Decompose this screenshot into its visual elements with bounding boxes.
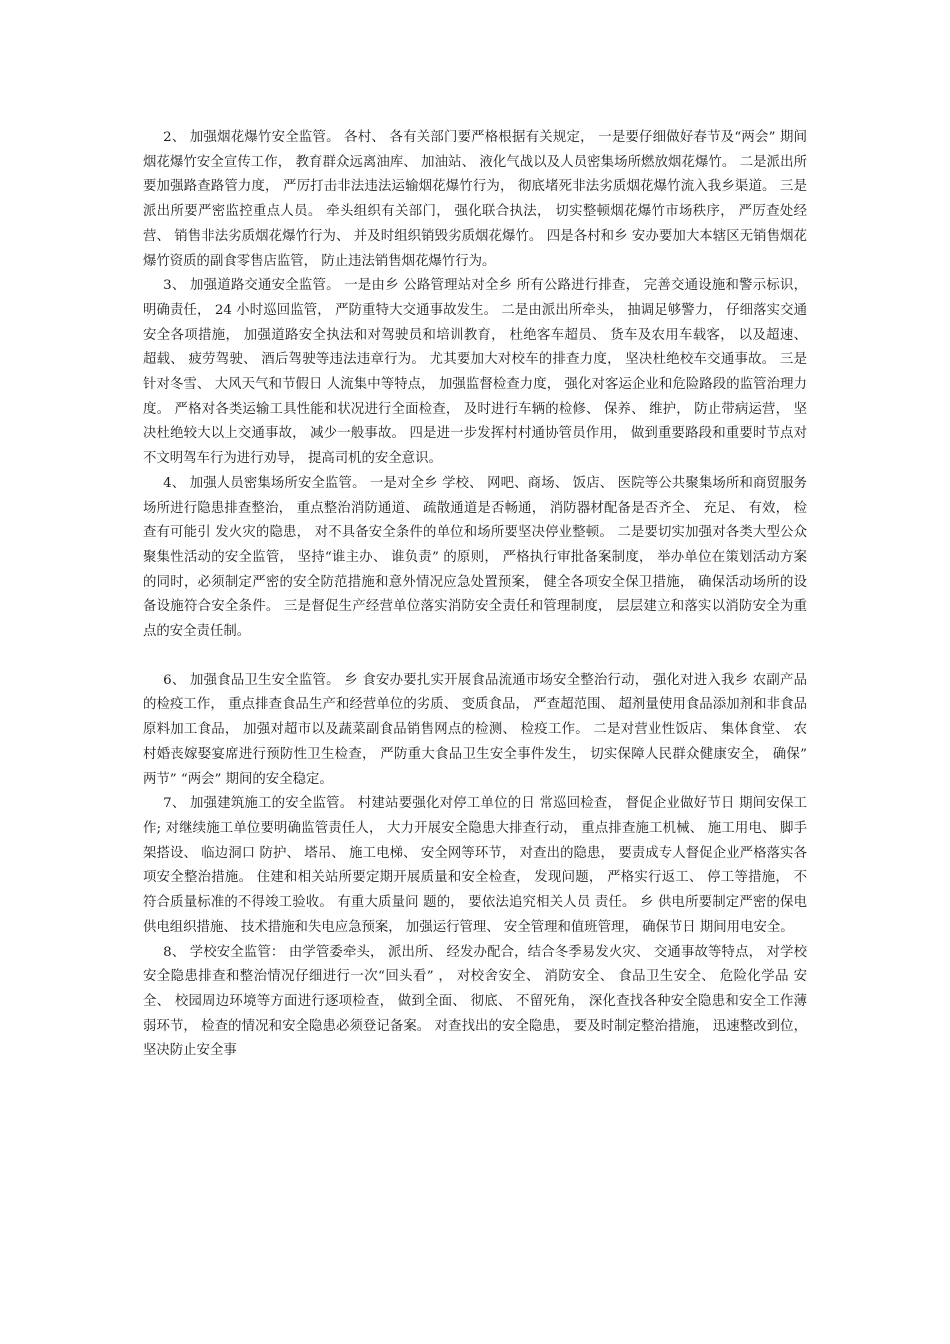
paragraph-item-3: 3、 加强道路交通安全监管。 一是由乡 公路管理站对全乡 所有公路进行排查， 完善交通设施和警示标识， 明确责任， 24 小时巡回监管， 严防重特大交通事故发生。 二是由派出所牵头， 抽调足够警力， 仔细落实交通安全各项措施， 加强道路安全执法和对驾驶员和培训教育， 杜绝客车超员、 货车及农用车载客， 以及超速、 超载、 疲劳驾驶、 酒后驾驶等违法违章行为。 尤其要加大对校车的排查力度， 坚决杜绝校车交通事故。 三是针对冬雪、 大风天气和节假日 人流集中等特点， 加强监督检查力度， 强化对客运企业和危险路段的监管治理力度。 严格对各类运输工具性能和状况进行全面检查， 及时进行车辆的检修、 保养、 维护， 防止带病运营， 坚决杜绝较大以上交通事故， 减少一般事故。 四是进一步发挥村村通协管员作用， 做到重要路段和重要时节点对不文明驾车行为进行劝导， 提高司机的安全意识。 — [143, 278, 807, 467]
paragraph-item-6: 6、 加强食品卫生安全监管。 乡 食安办要扎实开展食品流通市场安全整治行动， 强化对进入我乡 农副产品的检疫工作， 重点排查食品生产和经营单位的劣质、 变质食品， 严查超范围、 超剂量使用食品添加剂和非食品原料加工食品， 加强对超市以及蔬菜副食品销售网点的检测、 检疫工作。 二是对营业性饭店、 集体食堂、 农村婚丧嫁娶宴席进行预防性卫生检查， 严防重大食品卫生安全事件发生， 切实保障人民群众健康安全， 确保” 两节” “两会” 期间的安全稳定。 — [143, 672, 807, 787]
paragraph-item-7: 7、 加强建筑施工的安全监管。 村建站要强化对停工单位的日 常巡回检查， 督促企业做好节日 期间安保工作; 对继续施工单位要明确监管责任人， 大力开展安全隐患大排查行动， 重点排查施工机械、 施工用电、 脚手架搭设、 临边洞口 防护、 塔吊、 施工电梯、 安全网等环节， 对查出的隐患， 要责成专人督促企业严格落实各项安全整治措施。 住建和相关站所要定期开展质量和安全检查， 发现问题， 严格实行返工、 停工等措施， 不符合质量标准的不得竣工验收。 有重大质量问 题的， 要依法追究相关人员 责任。 乡 供电所要制定严密的保电供电组织措施、 技术措施和失电应急预案， 加强运行管理、 安全管理和值班管理， 确保节日 期间用电安全。 — [143, 796, 807, 935]
paragraph-gap — [143, 645, 807, 669]
paragraph-item-2: 2、 加强烟花爆竹安全监管。 各村、 各有关部门要严格根据有关规定， 一是要仔细做好春节及“两会” 期间烟花爆竹安全宣传工作， 教育群众远离油库、 加油站、 液化气战以及人员密集场所燃放烟花爆竹。 二是派出所要加强路查路管力度， 严厉打击非法违法运输烟花爆竹行为， 彻底堵死非法劣质烟花爆竹流入我乡渠道。 三是派出所要严密监控重点人员。 牵头组织有关部门， 强化联合执法， 切实整顿烟花爆竹市场秩序， 严厉查处经营、 销售非法劣质烟花爆竹行为、 并及时组织销毁劣质烟花爆竹。 四是各村和乡 安办要加大本辖区无销售烟花爆竹资质的副食零售店监管， 防止违法销售烟花爆竹行为。 — [143, 130, 807, 269]
paragraph-item-8: 8、 学校安全监管： 由学管委牵头， 派出所、 经发办配合，结合冬季易发火灾、 交通事故等特点， 对学校安全隐患排查和整治情况仔细进行一次“回头看” ， 对校舍安全、 消防安全、 食品卫生安全、 危险化学品 安全、 校园周边环境等方面进行逐项检查， 做到全面、 彻底、 不留死角， 深化查找各种安全隐患和安全工作薄弱环节， 检查的情况和安全隐患必须登记备案。 对查找出的安全隐患， 要及时制定整治措施， 迅速整改到位， 坚决防止安全事 — [143, 944, 807, 1059]
paragraph-item-4: 4、 加强人员密集场所安全监管。 一是对全乡 学校、 网吧、商场、 饭店、 医院等公共聚集场所和商贸服务场所进行隐患排查整治， 重点整治消防通道、 疏散通道是否畅通， 消防器材配备是否齐全、 充足、 有效， 检查有可能引 发火灾的隐患， 对不具备安全条件的单位和场所要坚决停业整顿。 二是要切实加强对各类大型公众聚集性活动的安全监管， 坚持“谁主办、 谁负责” 的原则， 严格执行审批备案制度， 举办单位在策划活动方案的同时，必须制定严密的安全防范措施和意外情况应急处置预案， 健全各项安全保卫措施， 确保活动场所的设备设施符合安全条件。 三是督促生产经营单位落实消防安全责任和管理制度， 层层建立和落实以消防安全为重点的安全责任制。 — [143, 475, 807, 640]
document-page — [143, 126, 807, 1064]
